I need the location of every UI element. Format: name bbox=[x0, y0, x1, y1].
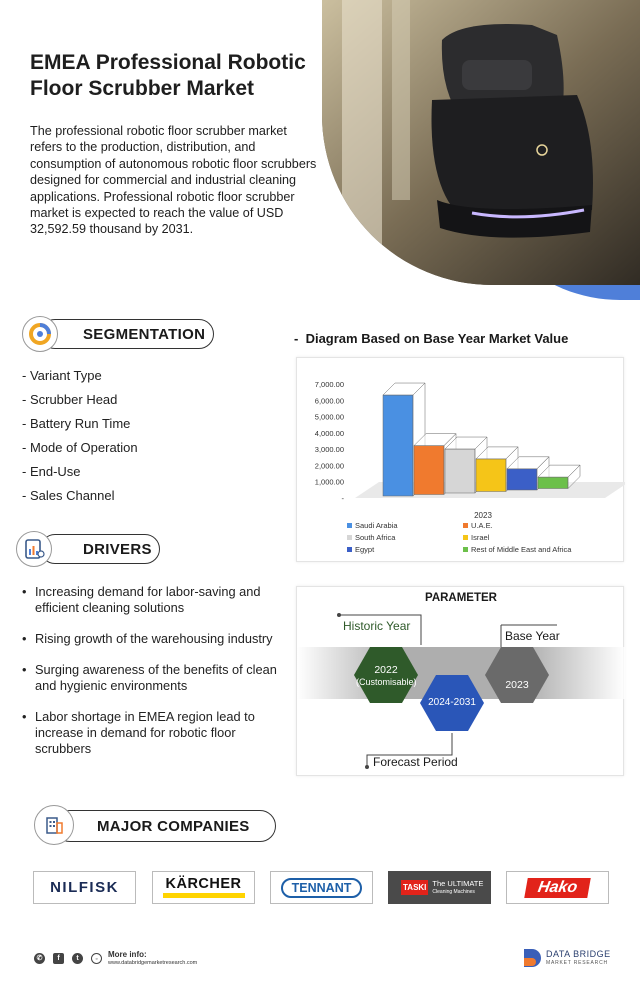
segmentation-heading-label: SEGMENTATION bbox=[83, 325, 206, 343]
base-value: 2023 bbox=[505, 679, 529, 691]
brand-tagline: MARKET RESEARCH bbox=[546, 960, 608, 966]
clipboard-chart-icon bbox=[16, 531, 52, 567]
bar-chart bbox=[297, 358, 625, 563]
building-icon bbox=[34, 805, 74, 845]
y-tick-label: 2,000.00 bbox=[314, 461, 344, 471]
list-item: • Labor shortage in EMEA region lead to increase in demand for robotic floor scrubbers bbox=[22, 709, 280, 757]
databridge-logo-icon bbox=[520, 946, 544, 975]
base-year-label: Base Year bbox=[505, 629, 560, 643]
parameter-heading: PARAMETER bbox=[425, 592, 497, 604]
legend-swatch bbox=[347, 523, 352, 528]
list-item: - Battery Run Time bbox=[22, 415, 262, 439]
bar-u-a-e- bbox=[414, 446, 444, 495]
bar-israel bbox=[476, 459, 506, 492]
list-item: - Mode of Operation bbox=[22, 439, 262, 463]
companies-heading-label: MAJOR COMPANIES bbox=[97, 817, 250, 835]
y-tick-label: 3,000.00 bbox=[314, 445, 344, 455]
legend-entry: Egypt bbox=[355, 545, 375, 554]
legend-entry: Israel bbox=[471, 533, 490, 542]
bar-chart-panel bbox=[296, 357, 624, 562]
legend-entry: Rest of Middle East and Africa bbox=[471, 545, 572, 554]
drivers-heading-label: DRIVERS bbox=[83, 540, 152, 558]
drivers-list bbox=[22, 584, 280, 772]
bar-saudi-arabia bbox=[383, 395, 413, 496]
robot-floor-scrubber-photo bbox=[322, 0, 640, 285]
y-tick-label: 6,000.00 bbox=[314, 396, 344, 406]
facebook-icon[interactable]: f bbox=[53, 953, 64, 964]
historic-value: 2022 (Customisable) bbox=[356, 664, 417, 687]
forecast-value: 2024-2031 bbox=[428, 697, 476, 708]
list-item: • Increasing demand for labor-saving and efficient cleaning solutions bbox=[22, 584, 280, 616]
y-tick-label: - bbox=[341, 494, 344, 503]
legend-swatch bbox=[463, 535, 468, 540]
website-link[interactable]: www.databridgemarketresearch.com bbox=[108, 960, 198, 966]
legend-swatch bbox=[463, 547, 468, 552]
legend-swatch bbox=[347, 535, 352, 540]
segmentation-heading bbox=[40, 319, 214, 349]
parameter-panel bbox=[296, 586, 624, 776]
list-item: - End-Use bbox=[22, 463, 262, 487]
list-item: • Surging awareness of the benefits of clean and hygienic environments bbox=[22, 662, 280, 694]
robot-illustration-icon bbox=[322, 0, 640, 285]
social-icons bbox=[34, 953, 102, 964]
y-tick-label: 1,000.00 bbox=[314, 477, 344, 487]
y-tick-label: 7,000.00 bbox=[314, 380, 344, 389]
list-item: - Scrubber Head bbox=[22, 391, 262, 415]
taski-logo: TASKI The ULTIMATE Cleaning Machines bbox=[388, 871, 491, 904]
historic-year-label: Historic Year bbox=[343, 619, 411, 633]
chart-title: - Diagram Based on Base Year Market Value bbox=[294, 331, 569, 346]
instagram-icon[interactable]: ◦ bbox=[91, 953, 102, 964]
intro-paragraph: The professional robotic floor scrubber market refers to the production, distribution, and consumption of autonomous robotic floor scrubbers designed for commercial and industrial cleaning applications. Professional robotic floor scrubber market is expected to reach the value of USD 32,592.59 thousand by 2031. bbox=[30, 124, 317, 237]
legend-entry: Saudi Arabia bbox=[355, 521, 398, 530]
list-item: • Rising growth of the warehousing industry bbox=[22, 631, 280, 647]
companies-heading bbox=[54, 810, 276, 842]
parameter-diagram bbox=[297, 587, 625, 777]
list-item: - Sales Channel bbox=[22, 487, 262, 511]
more-info-label: More info: bbox=[108, 950, 147, 959]
y-tick-label: 5,000.00 bbox=[314, 412, 344, 422]
bar-south-africa bbox=[445, 449, 475, 493]
hako-logo: Hako bbox=[506, 871, 609, 904]
chart-title-text: Diagram Based on Base Year Market Value bbox=[305, 331, 569, 346]
twitter-icon[interactable]: t bbox=[72, 953, 83, 964]
y-tick-label: 4,000.00 bbox=[314, 428, 344, 438]
legend-entry: South Africa bbox=[355, 533, 396, 542]
list-item: - Variant Type bbox=[22, 367, 262, 391]
tennant-logo: TENNANT bbox=[270, 871, 373, 904]
bar-egypt bbox=[507, 469, 537, 490]
x-axis-label: 2023 bbox=[474, 511, 492, 520]
nilfisk-logo: NILFISK bbox=[33, 871, 136, 904]
legend-swatch bbox=[347, 547, 352, 552]
whatsapp-icon[interactable]: ✆ bbox=[34, 953, 45, 964]
legend-entry: U.A.E. bbox=[471, 521, 493, 530]
pie-segment-icon bbox=[22, 316, 58, 352]
segmentation-list bbox=[22, 367, 262, 511]
brand-name: DATA BRIDGE bbox=[546, 949, 611, 959]
page-title: EMEA Professional Robotic Floor Scrubber Market bbox=[30, 51, 306, 100]
forecast-period-label: Forecast Period bbox=[373, 755, 458, 769]
bar-rest-of-middle-east-and-africa bbox=[538, 477, 568, 488]
karcher-logo: KÄRCHER bbox=[152, 871, 255, 904]
drivers-heading bbox=[40, 534, 160, 564]
legend-swatch bbox=[463, 523, 468, 528]
